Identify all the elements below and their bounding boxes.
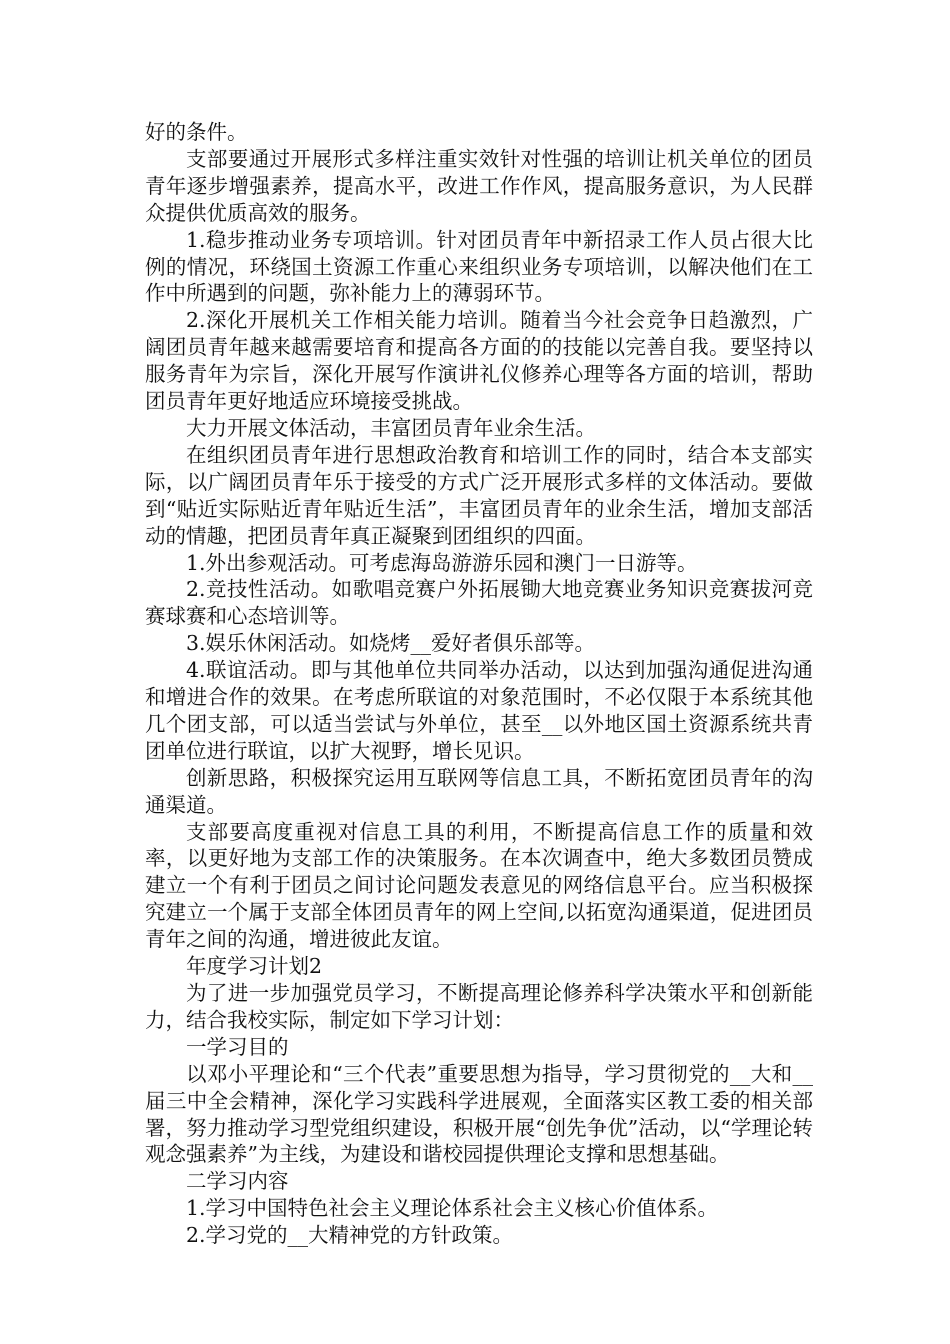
paragraph: 为了进一步加强党员学习，不断提高理论修养科学决策水平和创新能力，结合我校实际，制定如下学习计划： bbox=[145, 981, 813, 1032]
list-item: 2.学习党的__大精神党的方针政策。 bbox=[186, 1223, 514, 1248]
section-heading: 大力开展文体活动，丰富团员青年业余生活。 bbox=[186, 415, 596, 440]
section-heading: 一学习目的 bbox=[186, 1034, 289, 1059]
paragraph: 2.深化开展机关工作相关能力培训。随着当今社会竞争日趋激烈，广阔团员青年越来越需要培育和提高各方面的的技能以完善自我。要坚持以服务青年为宗旨，深化开展写作演讲礼仪修养心理等各方面的培训，帮助团员青年更好地适应环境接受挑战。 bbox=[145, 308, 813, 414]
paragraph: 支部要高度重视对信息工具的利用，不断提高信息工作的质量和效率，以更好地为支部工作的决策服务。在本次调查中，绝大多数团员赞成建立一个有利于团员之间讨论问题发表意见的网络信息平台。应当积极探究建立一个属于支部全体团员青年的网上空间,以拓宽沟通渠道，促进团员青年之间的沟通，增进彼此友谊。 bbox=[145, 819, 813, 952]
paragraph: 好的条件。 bbox=[145, 120, 248, 144]
paragraph: 1.稳步推动业务专项培训。针对团员青年中新招录工作人员占很大比例的情况，环绕国土资源工作重心来组织业务专项培训，以解决他们在工作中所遇到的问题，弥补能力上的薄弱环节。 bbox=[145, 227, 813, 306]
document-title: 年度学习计划2 bbox=[186, 954, 323, 979]
list-item: 1.外出参观活动。可考虑海岛游游乐园和澳门一日游等。 bbox=[186, 550, 698, 575]
list-item: 2.竞技性活动。如歌唱竞赛户外拓展锄大地竞赛业务知识竞赛拔河竞赛球赛和心态培训等。 bbox=[145, 577, 813, 629]
list-item: 4.联谊活动。即与其他单位共同举办活动，以达到加强沟通促进沟通和增进合作的效果。在考虑所联谊的对象范围时，不必仅限于本系统其他几个团支部，可以适当尝试与外单位，甚至__以外地区国土资源系统共青团单位进行联谊，以扩大视野，增长见识。 bbox=[145, 658, 813, 763]
document-body bbox=[145, 119, 813, 1249]
paragraph: 在组织团员青年进行思想政治教育和培训工作的同时，结合本支部实际，以广阔团员青年乐于接受的方式广泛开展形式多样的文体活动。要做到“贴近实际贴近青年贴近生活”，丰富团员青年的业余生活，增加支部活动的情趣，把团员青年真正凝聚到团组织的四面。 bbox=[145, 442, 813, 548]
section-heading: 二学习内容 bbox=[186, 1169, 289, 1194]
paragraph: 支部要通过开展形式多样注重实效针对性强的培训让机关单位的团员青年逐步增强素养，提高水平，改进工作作风，提高服务意识，为人民群众提供优质高效的服务。 bbox=[145, 146, 813, 225]
section-heading: 创新思路，积极探究运用互联网等信息工具，不断拓宽团员青年的沟通渠道。 bbox=[145, 765, 813, 817]
list-item: 1.学习中国特色社会主义理论体系社会主义核心价值体系。 bbox=[186, 1196, 719, 1221]
paragraph: 以邓小平理论和“三个代表”重要思想为指导，学习贯彻党的__大和__届三中全会精神，深化学习实践科学进展观，全面落实区教工委的相关部署，努力推动学习型党组织建设，积极开展“创先争优”活动，以“学理论转观念强素养”为主线，为建设和谐校园提供理论支撑和思想基础。 bbox=[145, 1061, 813, 1167]
list-item: 3.娱乐休闲活动。如烧烤__爱好者俱乐部等。 bbox=[186, 631, 596, 656]
